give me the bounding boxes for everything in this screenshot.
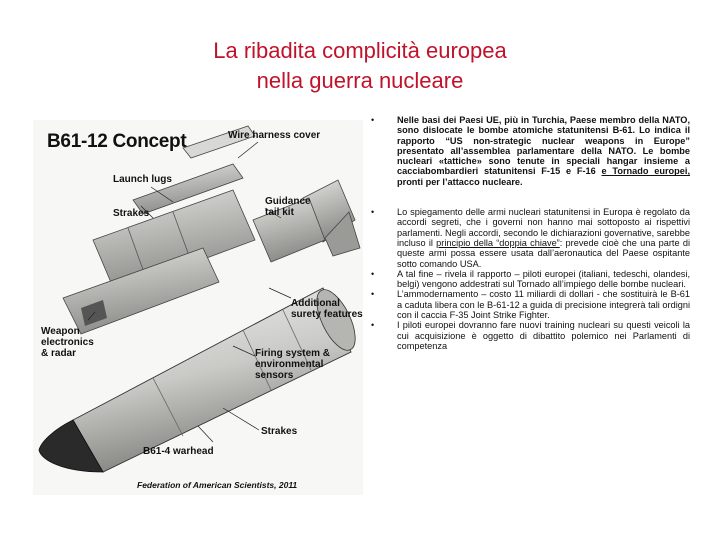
label-additional-line-1: Additional bbox=[291, 298, 340, 309]
bullet-text-part: pronti per l’attacco nucleare. bbox=[397, 176, 523, 187]
bullet-link-tornado[interactable]: e Tornado europei, bbox=[601, 166, 690, 177]
label-firing-line-1: Firing system & bbox=[255, 348, 331, 359]
label-weapon-line-1: Weapon bbox=[41, 326, 80, 337]
label-guidance-line-2: tail kit bbox=[265, 207, 294, 218]
label-weapon-line-2: electronics bbox=[41, 337, 94, 348]
bullet-marker: • bbox=[371, 289, 375, 300]
label-strakes-bottom: Strakes bbox=[261, 426, 298, 437]
bullet-text-part: Lo spiegamento delle armi nucleari statunitensi in Europa è regolato da accordi segreti, che i governi non hanno mai sottoposto ai rispettivi parlamenti. Negli accordi, secondo le dichiarazioni governative, sarebbe incluso il bbox=[397, 207, 690, 248]
label-warhead: B61-4 warhead bbox=[143, 446, 214, 457]
figure-title: B61-12 Concept bbox=[47, 131, 187, 152]
bullet-marker: • bbox=[371, 115, 375, 125]
slide-title-line-2: nella guerra nucleare bbox=[256, 68, 464, 93]
bullet-item bbox=[366, 207, 690, 269]
label-guidance-line-1: Guidance bbox=[265, 196, 311, 207]
label-guidance-tail-kit bbox=[265, 196, 311, 218]
bullet-text-new-training: I piloti europei dovranno fare nuovi training nucleari su questi veicoli la cui acquisizione è oggetto di dibattito polemico nei Parlamenti di competenza bbox=[397, 320, 690, 351]
label-firing-line-3: sensors bbox=[255, 370, 294, 381]
label-firing-system bbox=[255, 348, 330, 381]
bullet-item bbox=[366, 115, 690, 187]
bullet-marker: • bbox=[371, 268, 375, 279]
bullet-text-pilots-training: A tal fine – rivela il rapporto – piloti europei (italiani, tedeschi, olandesi, belgi) vengono addestrati sul Tornado all’impiego delle bombe nucleari. bbox=[397, 268, 690, 290]
label-firing-line-2: environmental bbox=[255, 359, 324, 370]
bullet-marker: • bbox=[371, 320, 375, 331]
label-wire-harness-cover: Wire harness cover bbox=[228, 130, 321, 141]
label-launch-lugs: Launch lugs bbox=[113, 174, 172, 185]
bullet-item bbox=[366, 320, 690, 351]
bullet-text-part: Nelle basi dei Paesi UE, più in Turchia, Paese membro della NATO, sono dislocate le bombe atomiche statunitensi B-61. Lo indica il rapporto “US non-strategic nuclear weapons in Europe” presentato all’assemblea parlamentare della NATO. Le bombe nucleari «tattiche» sono tenute in speciali hangar insieme a cacciabombardieri statunitensi F-15 e F-16 bbox=[397, 115, 690, 177]
label-additional-surety bbox=[291, 298, 363, 320]
slide-title bbox=[0, 36, 720, 96]
slide-title-line-1: La ribadita complicità europea bbox=[213, 38, 507, 63]
tail-kit-drawing bbox=[253, 180, 360, 262]
bullet-text-modernization: L’ammodernamento – costo 11 miliardi di dollari - che sostituirà le B-61 a caduta libera con le B-61-12 a guida di precisione integrerà tali ordigni con il caccia F-35 Joint Strike Fighter. bbox=[397, 289, 690, 321]
label-weapon-line-3: & radar bbox=[41, 348, 77, 359]
label-strakes-top: Strakes bbox=[113, 208, 150, 219]
label-weapon-electronics bbox=[41, 326, 94, 359]
bullet-list bbox=[366, 115, 690, 351]
bomb-diagram bbox=[33, 120, 363, 495]
bullet-item bbox=[366, 289, 690, 320]
bullet-link-double-key[interactable]: principio della “doppia chiave” bbox=[436, 237, 560, 248]
bullet-marker: • bbox=[371, 207, 375, 218]
label-additional-line-2: surety features bbox=[291, 309, 363, 320]
bullet-text-secret-agreements bbox=[397, 207, 690, 268]
bullet-item bbox=[366, 269, 690, 290]
figure-credit: Federation of American Scientists, 2011 bbox=[137, 480, 298, 490]
bullet-text-nuclear-bases bbox=[397, 115, 690, 187]
bullet-text-part: : prevede cioè che una parte di queste armi possa essere usata dall’aeronautica del Paese ospitante sotto comando USA. bbox=[397, 237, 690, 269]
